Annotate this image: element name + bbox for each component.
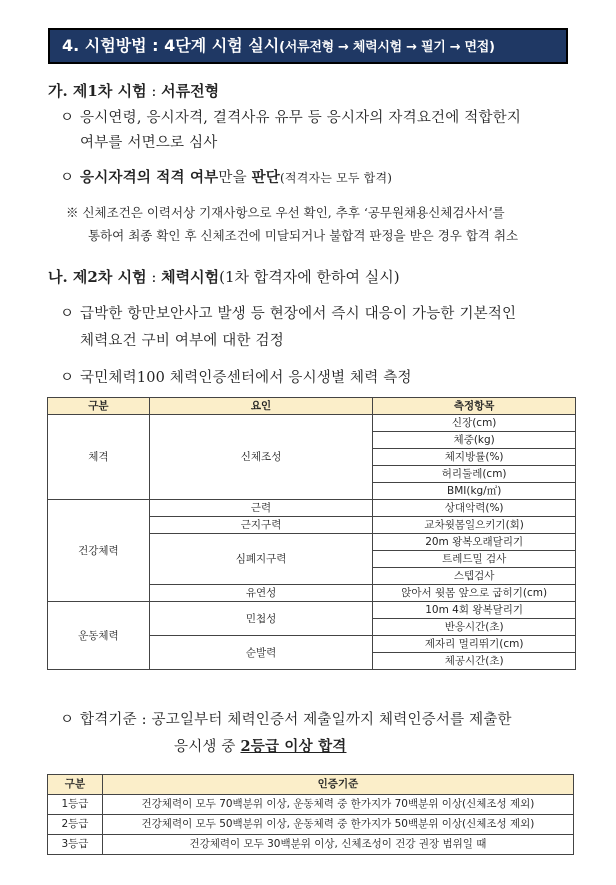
banner-sub: (서류전형 → 체력시험 → 필기 → 면접) [279,40,495,55]
section-title-banner [48,28,568,64]
item: 신장(cm) [373,415,576,432]
item: 스텝검사 [373,568,576,585]
item: 앉아서 윗몸 앞으로 굽히기(cm) [373,585,576,602]
s2-heading: 나. 제2차 시험 : 체력시험(1차 합격자에 한하여 실시) [48,268,400,286]
criteria: 건강체력이 모두 70백분위 이상, 운동체력 중 한가지가 70백분위 이상(신체조성 제외) [102,795,573,815]
grade-criteria-table [47,774,574,855]
col-header: 구분 [48,775,103,795]
s1-note-cont: 통하여 최종 확인 후 신체조건에 미달되거나 불합격 판정을 받은 경우 합격 취소 [88,228,519,243]
factor: 신체조성 [149,415,373,500]
grade: 2등급 [48,815,103,835]
item: 10m 4회 왕복달리기 [373,602,576,619]
col-header: 구분 [48,398,150,415]
item: 체중(kg) [373,432,576,449]
item: 상대악력(%) [373,500,576,517]
factor: 심폐지구력 [149,534,373,585]
col-header: 요인 [149,398,373,415]
s1-heading: 가. 제1차 시험 : 서류전형 [48,82,220,100]
col-header: 인증기준 [102,775,573,795]
s2-bullet-1: ㅇ 급박한 항만보안사고 발생 등 현장에서 즉시 대응이 가능한 기본적인 [60,306,517,322]
factor: 순발력 [149,636,373,670]
banner-main: 4. 시험방법 : 4단계 시험 실시 [62,36,280,55]
pass-criteria-cont: 응시생 중 2등급 이상 합격 [174,738,347,755]
s1-note: ※ 신체조건은 이력서상 기재사항으로 우선 확인, 추후 ‘공무원채용신체검사서’를 [66,205,505,220]
s2-bullet-1-cont: 체력요건 구비 여부에 대한 검정 [80,333,284,349]
pass-criteria: ㅇ 합격기준 : 공고일부터 체력인증서 제출일까지 체력인증서를 제출한 [60,712,512,728]
item: 체지방률(%) [373,449,576,466]
group-name: 건강체력 [48,500,150,602]
group-name: 운동체력 [48,602,150,670]
factor: 근지구력 [149,517,373,534]
item: 20m 왕복오래달리기 [373,534,576,551]
factor: 유연성 [149,585,373,602]
item: 제자리 멀리뛰기(cm) [373,636,576,653]
factor: 민첩성 [149,602,373,636]
grade: 1등급 [48,795,103,815]
item: 체공시간(초) [373,653,576,670]
s1-bullet-2: ㅇ 응시자격의 적격 여부만을 판단(적격자는 모두 합격) [60,169,393,186]
criteria: 건강체력이 모두 50백분위 이상, 운동체력 중 한가지가 50백분위 이상(신체조성 제외) [102,815,573,835]
factor: 근력 [149,500,373,517]
s1-bullet-1-cont: 여부를 서면으로 심사 [80,135,218,151]
group-name: 체격 [48,415,150,500]
item: BMI(kg/㎡) [373,483,576,500]
fitness-items-table [47,397,576,670]
s1-bullet-1: ㅇ 응시연령, 응시자격, 결격사유 유무 등 응시자의 자격요건에 적합한지 [60,110,522,126]
item: 반응시간(초) [373,619,576,636]
grade: 3등급 [48,835,103,855]
s2-bullet-2: ㅇ 국민체력100 체력인증센터에서 응시생별 체력 측정 [60,370,412,386]
item: 트레드밀 검사 [373,551,576,568]
col-header: 측정항목 [373,398,576,415]
criteria: 건강체력이 모두 30백분위 이상, 신체조성이 건강 권장 범위일 때 [102,835,573,855]
item: 교차윗몸일으키기(회) [373,517,576,534]
item: 허리둘레(cm) [373,466,576,483]
